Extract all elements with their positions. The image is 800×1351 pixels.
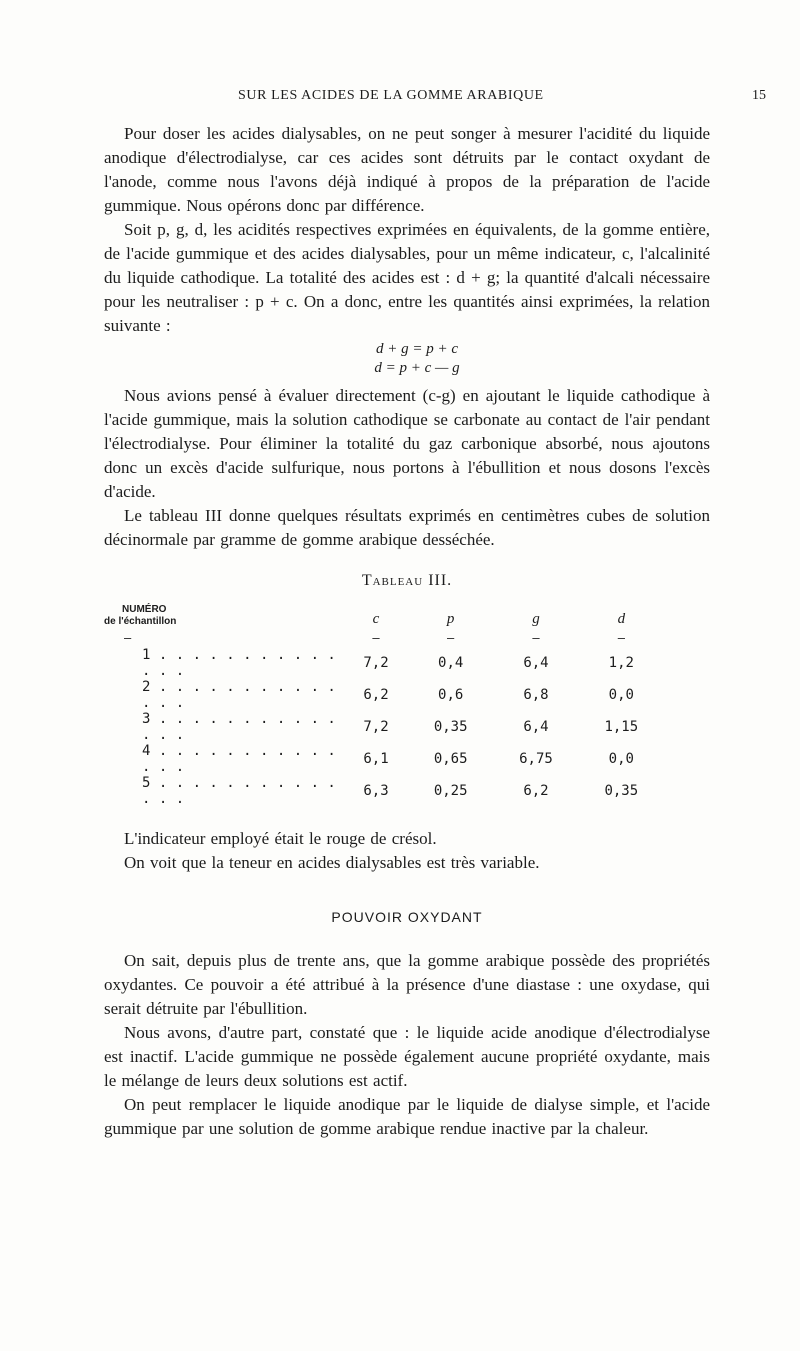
column-header-line: de l'échantillon <box>104 616 177 627</box>
page-body <box>104 122 710 1141</box>
cell-g: 6,2 <box>523 783 549 799</box>
column-header-c: c <box>372 611 380 627</box>
formula-block <box>104 340 710 378</box>
table-row <box>104 775 664 807</box>
section-title: POUVOIR OXYDANT <box>331 909 483 925</box>
table-row <box>104 679 664 711</box>
cell-c: 6,3 <box>363 783 389 799</box>
table-caption: Tableau III. <box>361 572 453 589</box>
paragraph: On voit que la teneur en acides dialysables est très variable. <box>124 853 540 872</box>
cell-p: 0,25 <box>433 783 468 799</box>
dash: — <box>617 630 625 645</box>
dash: — <box>532 630 540 645</box>
table-row <box>104 647 664 679</box>
paragraph: Soit p, g, d, les acidités respectives exprimées en équivalents, de la gomme entière, de l'acide gummique et des acides dialysables, pour un même indicateur, c, l'alcalinité du liquide cathodique. La totalité des acides est : d + g; la quantité d'alcali nécessaire pour les neutraliser : p + c. On a donc, entre les quantités ainsi exprimées, la relation suivante : <box>104 220 710 335</box>
column-header-g: g <box>532 611 540 627</box>
cell-d: 1,15 <box>604 719 639 735</box>
cell-g: 6,8 <box>523 687 549 703</box>
column-header-sample <box>104 602 344 628</box>
cell-c: 7,2 <box>363 655 389 671</box>
cell-d: 0,35 <box>604 783 639 799</box>
spacer <box>104 807 710 827</box>
formula: d + g = p + c <box>375 341 459 357</box>
dash: — <box>124 630 132 645</box>
column-header-d: d <box>617 611 626 627</box>
page-header <box>0 88 800 110</box>
cell-sample: 2 . . . . . . . . . . . . . . <box>142 679 336 711</box>
cell-sample: 1 . . . . . . . . . . . . . . <box>142 647 336 679</box>
formula: d = p + c — g <box>374 360 460 376</box>
paragraph: On peut remplacer le liquide anodique par le liquide de dialyse simple, et l'acide gummique par une solution de gomme arabique rendue inactive par la chaleur. <box>104 1095 710 1138</box>
cell-d: 0,0 <box>608 751 634 767</box>
cell-sample: 4 . . . . . . . . . . . . . . <box>142 743 336 775</box>
paragraph: Nous avons, d'autre part, constaté que : le liquide acide anodique d'électrodialyse est inactif. L'acide gummique ne possède également aucune propriété oxydante, mais le mélange de leurs deux solutions est actif. <box>104 1023 710 1090</box>
table-header-row <box>104 602 664 628</box>
paragraph: Le tableau III donne quelques résultats exprimés en centimètres cubes de solution décinormale par gramme de gomme arabique desséchée. <box>104 506 710 549</box>
cell-p: 0,6 <box>438 687 464 703</box>
paragraph: Pour doser les acides dialysables, on ne peut songer à mesurer l'acidité du liquide anodique d'électrodialyse, car ces acides sont détruits par le contact oxydant de l'anode, comme nous l'avons déjà indiqué à propos de la préparation de l'acide gummique. Nous opérons donc par différence. <box>104 124 710 215</box>
cell-p: 0,4 <box>438 655 464 671</box>
cell-d: 1,2 <box>608 655 634 671</box>
cell-c: 7,2 <box>363 719 389 735</box>
table-dash-row <box>104 628 664 647</box>
dash: — <box>372 630 380 645</box>
table-row <box>104 743 664 775</box>
cell-p: 0,35 <box>433 719 468 735</box>
table-row <box>104 711 664 743</box>
cell-sample: 3 . . . . . . . . . . . . . . <box>142 711 336 743</box>
cell-d: 0,0 <box>608 687 634 703</box>
paragraph: On sait, depuis plus de trente ans, que la gomme arabique possède des propriétés oxydantes. Ce pouvoir a été attribué à la présence d'une diastase : une oxydase, qui serait détruite par l'ébullition. <box>104 951 710 1018</box>
cell-c: 6,2 <box>363 687 389 703</box>
cell-g: 6,75 <box>519 751 553 767</box>
cell-g: 6,4 <box>523 719 549 735</box>
column-header-line: NUMÉRO <box>122 604 167 615</box>
cell-g: 6,4 <box>523 655 549 671</box>
column-header-p: p <box>446 611 455 627</box>
cell-sample: 5 . . . . . . . . . . . . . . <box>142 775 336 807</box>
paragraph: L'indicateur employé était le rouge de crésol. <box>124 829 437 848</box>
paragraph: Nous avions pensé à évaluer directement (c-g) en ajoutant le liquide cathodique à l'acide gummique, mais la solution cathodique se carbonate au contact de l'air pendant l'électrodialyse. Pour éliminer la totalité du gaz carbonique absorbé, nous ajoutons donc un excès d'acide sulfurique, nous portons à l'ébullition et nous dosons l'excès d'acide. <box>104 386 710 501</box>
cell-c: 6,1 <box>363 751 389 767</box>
cell-p: 0,65 <box>433 751 468 767</box>
running-title: SUR LES ACIDES DE LA GOMME ARABIQUE <box>238 88 544 103</box>
results-table <box>104 602 664 807</box>
page-number: 15 <box>752 88 766 103</box>
dash: — <box>447 630 455 645</box>
